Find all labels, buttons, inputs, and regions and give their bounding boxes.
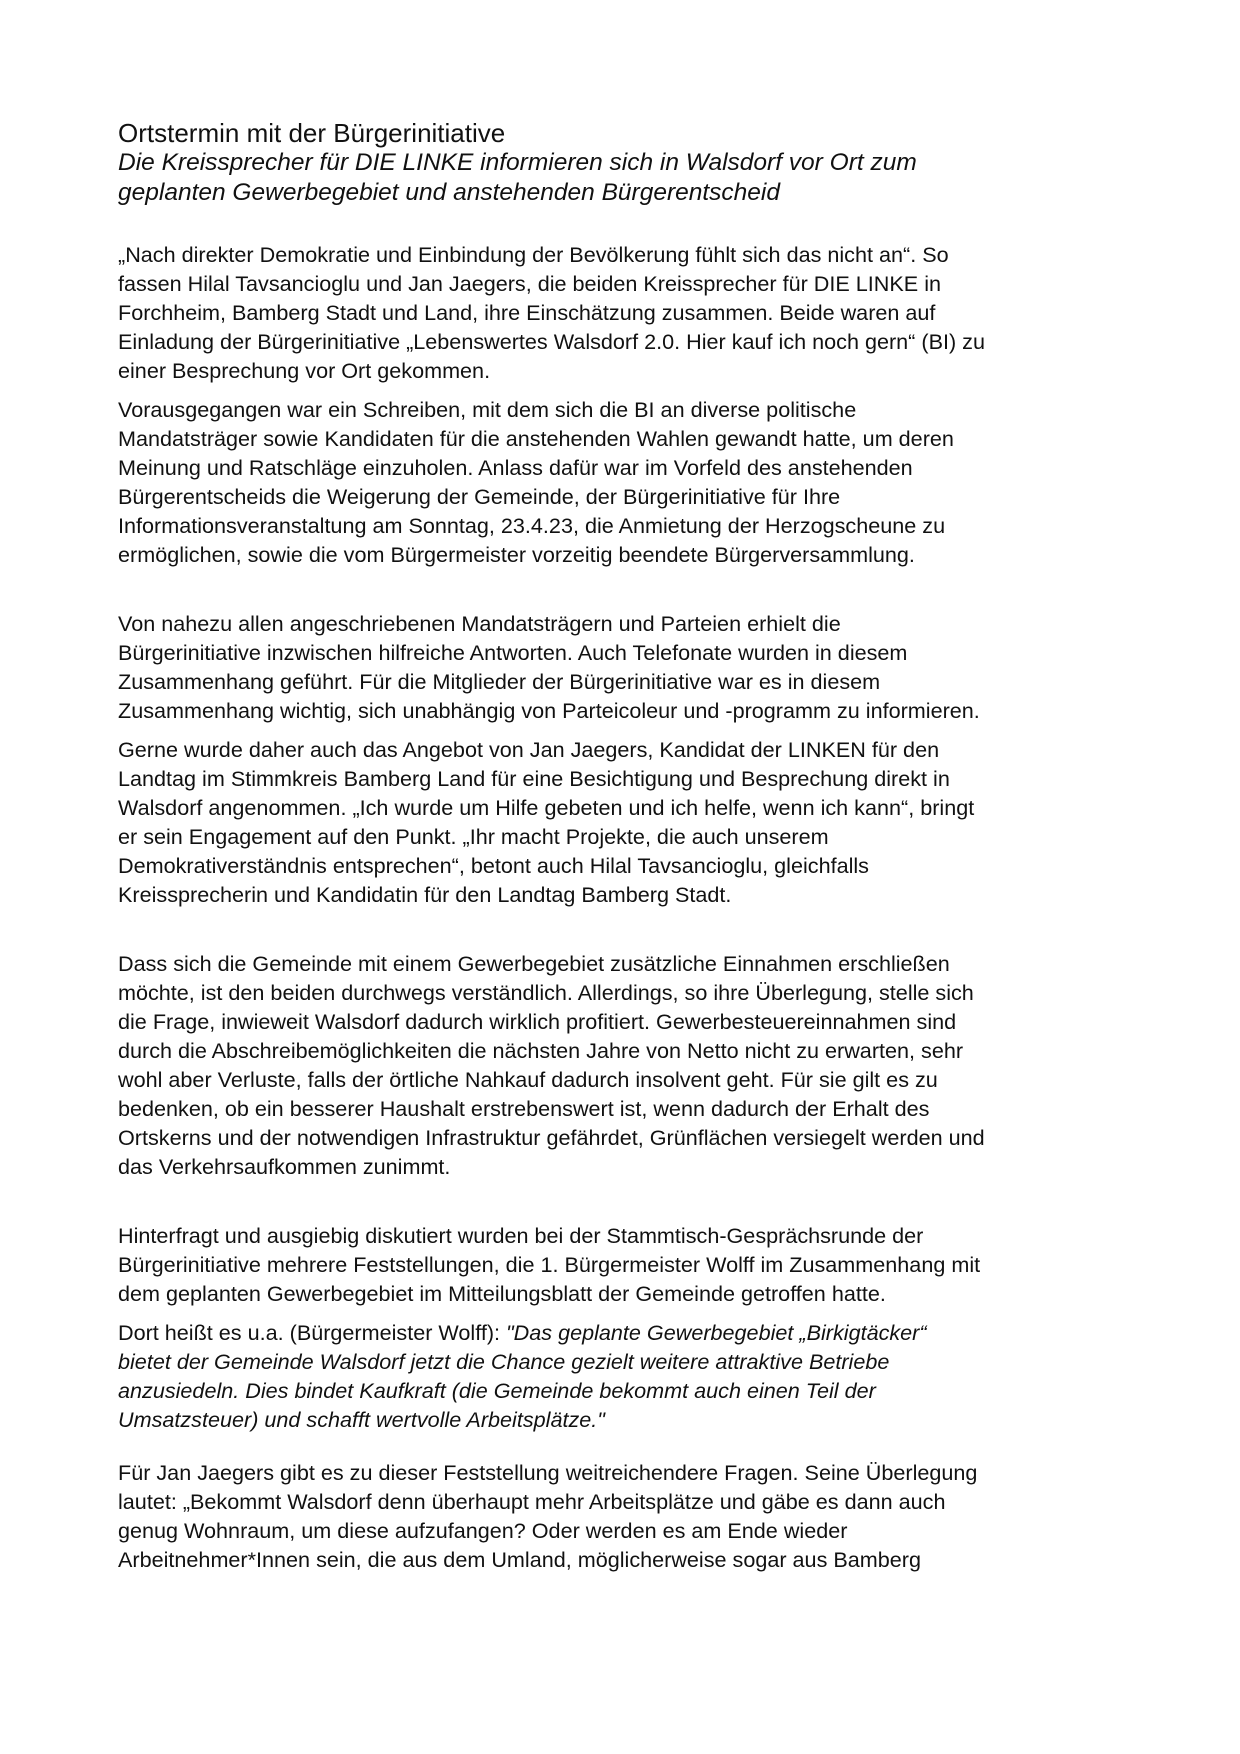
text-line: Vorausgegangen war ein Schreiben, mit dem sich die BI an diverse politische <box>118 397 857 422</box>
text-line: Informationsveranstaltung am Sonntag, 23.4.23, die Anmietung der Herzogscheune zu <box>118 513 946 538</box>
text-line: Gerne wurde daher auch das Angebot von Jan Jaegers, Kandidat der LINKEN für den <box>118 737 940 762</box>
text-line: Walsdorf angenommen. „Ich wurde um Hilfe gebeten und ich helfe, wenn ich kann“, bringt <box>118 795 975 820</box>
text-line: Landtag im Stimmkreis Bamberg Land für eine Besichtigung und Besprechung direkt in <box>118 766 950 791</box>
text-line: bedenken, ob ein besserer Haushalt erstrebenswert ist, wenn dadurch der Erhalt des <box>118 1096 930 1121</box>
paragraph-intro <box>118 240 1138 385</box>
text-line: er sein Engagement auf den Punkt. „Ihr macht Projekte, die auch unserem <box>118 824 829 849</box>
text-line: Demokrativerständnis entsprechen“, betont auch Hilal Tavsancioglu, gleichfalls <box>118 853 869 878</box>
quote-intro: Dort heißt es u.a. (Bürgermeister Wolff): <box>118 1320 507 1345</box>
text-line: lautet: „Bekommt Walsdorf denn überhaupt mehr Arbeitsplätze und gäbe es dann auch <box>118 1489 946 1514</box>
text-line: durch die Abschreibemöglichkeiten die nächsten Jahre von Netto nicht zu erwarten, sehr <box>118 1038 964 1063</box>
text-line: das Verkehrsaufkommen zunimmt. <box>118 1154 451 1179</box>
text-line: fassen Hilal Tavsancioglu und Jan Jaegers, die beiden Kreissprecher für DIE LINKE in <box>118 271 942 296</box>
text-line: wohl aber Verluste, falls der örtliche Nahkauf dadurch insolvent geht. Für sie gilt es zu <box>118 1067 938 1092</box>
subtitle-line: geplanten Gewerbegebiet und anstehenden Bürgerentscheid <box>118 179 781 206</box>
text-line: einer Besprechung vor Ort gekommen. <box>118 358 491 383</box>
text-line: Arbeitnehmer*Innen sein, die aus dem Umland, möglicherweise sogar aus Bamberg <box>118 1547 921 1572</box>
text-line: Einladung der Bürgerinitiative „Lebenswertes Walsdorf 2.0. Hier kauf ich noch gern“ (BI) zu <box>118 329 985 354</box>
text-line: Forchheim, Bamberg Stadt und Land, ihre Einschätzung zusammen. Beide waren auf <box>118 300 936 325</box>
text-line: Dass sich die Gemeinde mit einem Gewerbegebiet zusätzliche Einnahmen erschließen <box>118 951 950 976</box>
document-title: Ortstermin mit der Bürgerinitiative <box>118 118 506 148</box>
quote-text: Umsatzsteuer) und schafft wertvolle Arbeitsplätze." <box>118 1407 605 1432</box>
text-line: Bürgerentscheids die Weigerung der Gemeinde, der Bürgerinitiative für Ihre <box>118 484 841 509</box>
text-line: Mandatsträger sowie Kandidaten für die anstehenden Wahlen gewandt hatte, um deren <box>118 426 954 451</box>
text-line: „Nach direkter Demokratie und Einbindung der Bevölkerung fühlt sich das nicht an“. So <box>118 242 949 267</box>
text-line: dem geplanten Gewerbegebiet im Mitteilungsblatt der Gemeinde getroffen hatte. <box>118 1281 886 1306</box>
text-line: die Frage, inwieweit Walsdorf dadurch wirklich profitiert. Gewerbesteuereinnahmen sind <box>118 1009 957 1034</box>
quote-text: "Das geplante Gewerbegebiet „Birkigtäcker“ <box>506 1320 927 1345</box>
paragraph-economy <box>118 949 1138 1181</box>
quote-text: bietet der Gemeinde Walsdorf jetzt die Chance gezielt weitere attraktive Betriebe <box>118 1349 890 1374</box>
quote-text: anzusiedeln. Dies bindet Kaufkraft (die Gemeinde bekommt auch einen Teil der <box>118 1378 876 1403</box>
text-line: Hinterfragt und ausgiebig diskutiert wurden bei der Stammtisch-Gesprächsrunde der <box>118 1223 924 1248</box>
subtitle-line: Die Kreissprecher für DIE LINKE informieren sich in Walsdorf vor Ort zum <box>118 149 917 176</box>
text-line: Zusammenhang geführt. Für die Mitglieder der Bürgerinitiative war es in diesem <box>118 669 881 694</box>
text-line: Kreissprecherin und Kandidatin für den Landtag Bamberg Stadt. <box>118 882 732 907</box>
text-line: ermöglichen, sowie die vom Bürgermeister vorzeitig beendete Bürgerversammlung. <box>118 542 915 567</box>
text-line: Für Jan Jaegers gibt es zu dieser Feststellung weitreichendere Fragen. Seine Überlegung <box>118 1460 978 1485</box>
paragraph-background <box>118 395 1138 569</box>
text-line: Von nahezu allen angeschriebenen Mandatsträgern und Parteien erhielt die <box>118 611 841 636</box>
text-line: Ortskerns und der notwendigen Infrastruktur gefährdet, Grünflächen versiegelt werden und <box>118 1125 985 1150</box>
text-line: Bürgerinitiative mehrere Feststellungen, die 1. Bürgermeister Wolff im Zusammenhang mit <box>118 1252 981 1277</box>
paragraph-discussion <box>118 1221 1138 1308</box>
text-line: Meinung und Ratschläge einzuholen. Anlass dafür war im Vorfeld des anstehenden <box>118 455 913 480</box>
document-subtitle <box>118 148 1138 208</box>
paragraph-questions <box>118 1458 1138 1574</box>
paragraph-responses <box>118 609 1138 725</box>
text-line: möchte, ist den beiden durchwegs verständlich. Allerdings, so ihre Überlegung, stelle sich <box>118 980 974 1005</box>
paragraph-visit <box>118 735 1138 909</box>
text-line: genug Wohnraum, um diese aufzufangen? Oder werden es am Ende wieder <box>118 1518 848 1543</box>
document-page <box>118 118 1138 1584</box>
paragraph-quote <box>118 1318 1138 1434</box>
text-line: Zusammenhang wichtig, sich unabhängig von Parteicoleur und -programm zu informieren. <box>118 698 980 723</box>
text-line: Bürgerinitiative inzwischen hilfreiche Antworten. Auch Telefonate wurden in diesem <box>118 640 908 665</box>
